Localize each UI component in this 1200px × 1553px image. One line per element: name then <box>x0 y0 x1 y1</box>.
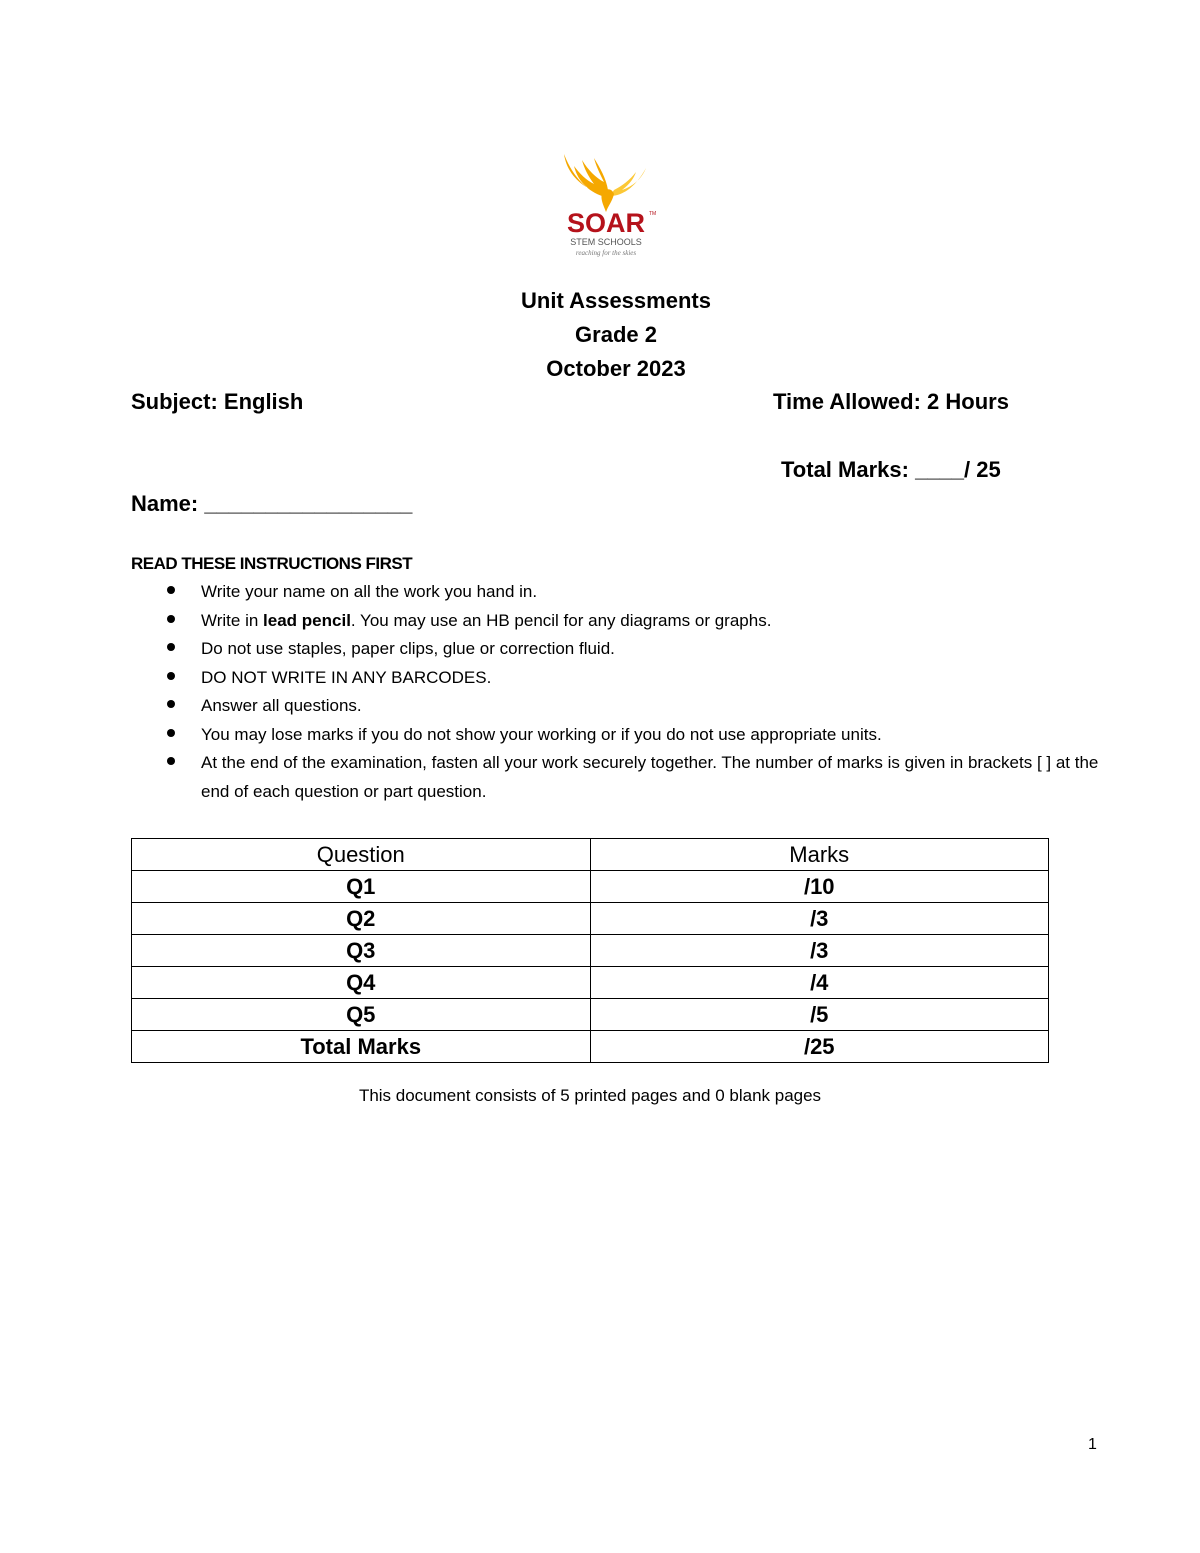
question-cell: Q5 <box>132 999 591 1031</box>
subject-label: Subject: English <box>131 389 304 414</box>
column-header-marks: Marks <box>590 839 1049 871</box>
total-label-cell: Total Marks <box>132 1031 591 1063</box>
logo-tagline: reaching for the skies <box>575 249 637 257</box>
bullet-icon <box>167 700 175 708</box>
table-total-row <box>132 1031 1049 1063</box>
total-marks-cell: /25 <box>590 1031 1049 1063</box>
instruction-item: Write in lead pencil. You may use an HB pencil for any diagrams or graphs. <box>131 607 1121 636</box>
emphasis-lead-pencil: lead pencil <box>263 610 351 630</box>
bullet-icon <box>167 757 175 765</box>
eagle-logo-icon <box>556 152 656 262</box>
table-row <box>132 967 1049 999</box>
time-allowed-label: Time Allowed: 2 Hours <box>773 389 1009 414</box>
question-cell: Q4 <box>132 967 591 999</box>
student-name-field: Name: _________________ <box>131 491 413 516</box>
instruction-item: Do not use staples, paper clips, glue or correction fluid. <box>131 635 1121 664</box>
school-logo <box>556 152 656 262</box>
page-count-note: This document consists of 5 printed pages and 0 blank pages <box>358 1086 822 1105</box>
instruction-item: DO NOT WRITE IN ANY BARCODES. <box>131 664 1121 693</box>
marks-cell: /5 <box>590 999 1049 1031</box>
marks-cell: /3 <box>590 903 1049 935</box>
marks-cell: /10 <box>590 871 1049 903</box>
question-cell: Q2 <box>132 903 591 935</box>
instruction-item: At the end of the examination, fasten all your work securely together. The number of marks is given in brackets [ ] at the end of each question or part question. <box>131 749 1121 806</box>
logo-trademark: TM <box>649 211 656 217</box>
bullet-icon <box>167 615 175 623</box>
instructions-list <box>131 578 1121 806</box>
logo-subtitle: STEM SCHOOLS <box>570 237 642 247</box>
instruction-item: You may lose marks if you do not show your working or if you do not use appropriate units. <box>131 721 1121 750</box>
question-cell: Q3 <box>132 935 591 967</box>
bullet-icon <box>167 729 175 737</box>
logo-brand-text: SOAR <box>566 208 646 238</box>
page-number: 1 <box>1088 1436 1097 1453</box>
instructions-title: READ THESE INSTRUCTIONS FIRST <box>131 554 413 573</box>
marks-table <box>131 838 1049 1063</box>
table-row <box>132 903 1049 935</box>
instruction-item: Write your name on all the work you hand in. <box>131 578 1121 607</box>
table-row <box>132 871 1049 903</box>
table-row <box>132 999 1049 1031</box>
total-marks-field: Total Marks: ____/ 25 <box>781 457 1001 482</box>
column-header-question: Question <box>132 839 591 871</box>
marks-cell: /3 <box>590 935 1049 967</box>
table-row <box>132 935 1049 967</box>
document-title: Unit Assessments <box>521 288 711 313</box>
exam-date: October 2023 <box>546 356 686 381</box>
grade-label: Grade 2 <box>575 322 657 347</box>
question-cell: Q1 <box>132 871 591 903</box>
bullet-icon <box>167 643 175 651</box>
marks-cell: /4 <box>590 967 1049 999</box>
table-header-row <box>132 839 1049 871</box>
bullet-icon <box>167 586 175 594</box>
instruction-item: Answer all questions. <box>131 692 1121 721</box>
bullet-icon <box>167 672 175 680</box>
